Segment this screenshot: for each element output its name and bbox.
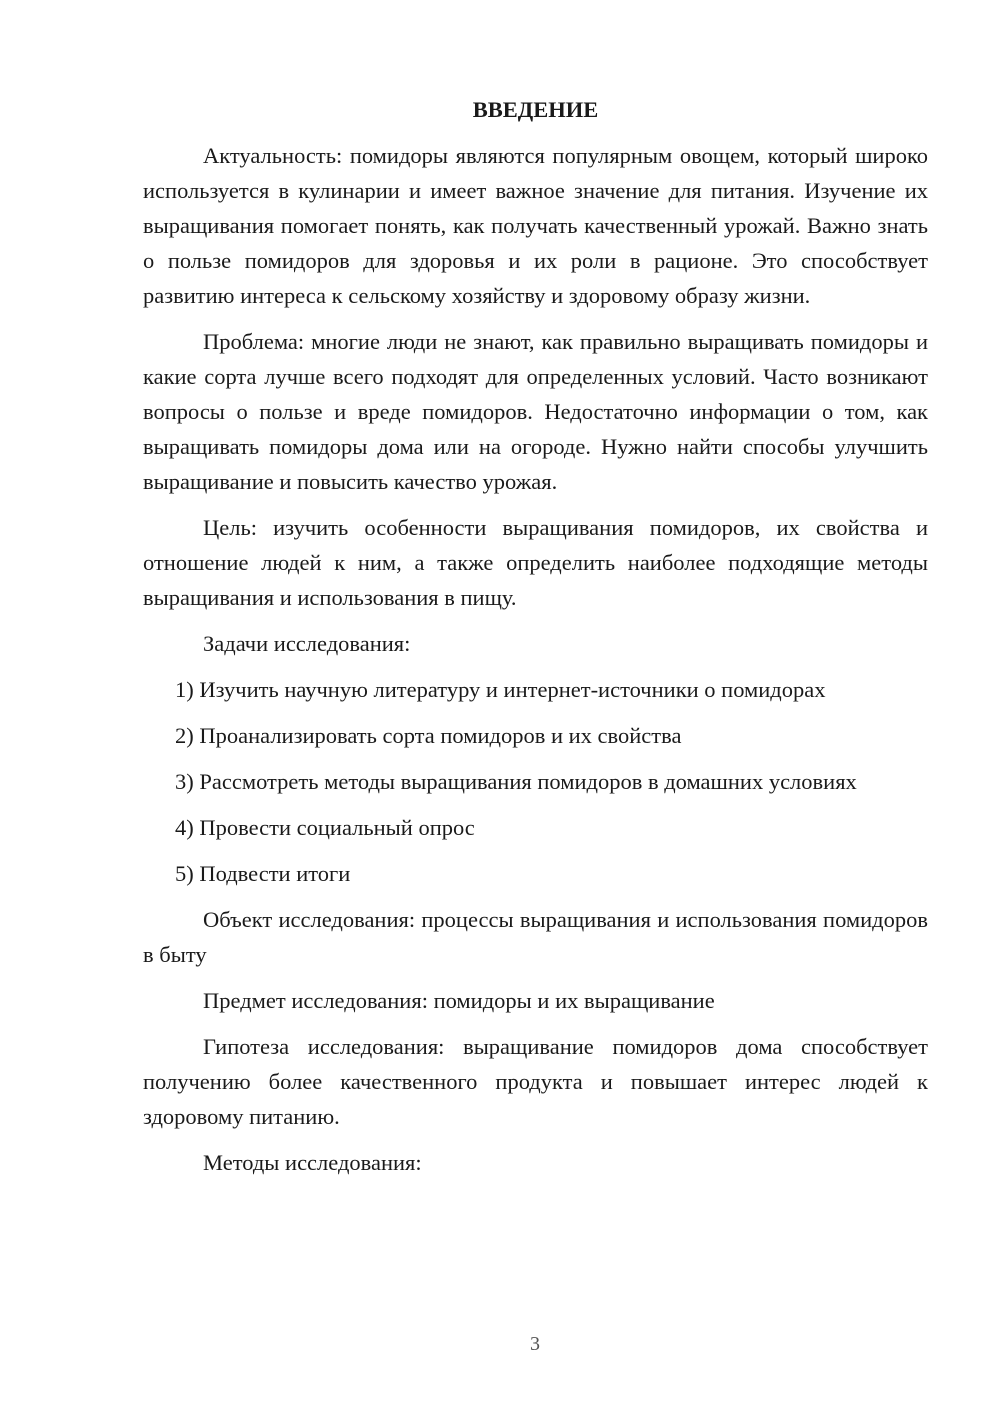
task-item-5: 5) Подвести итоги <box>175 861 351 886</box>
task-item-2: 2) Проанализировать сорта помидоров и их свойства <box>175 723 682 748</box>
page-number: 3 <box>530 1333 540 1355</box>
paragraph-tasks-heading: Задачи исследования: <box>203 631 411 656</box>
paragraph-goal: Цель: изучить особенности выращивания помидоров, их свойства и отношение людей к ним, а также определить наиболее подходящие методы выращивания и использования в пищу. <box>143 515 928 610</box>
paragraph-hypothesis: Гипотеза исследования: выращивание помидоров дома способствует получению более качественного продукта и повышает интерес людей к здоровому питанию. <box>143 1034 928 1129</box>
paragraph-problem: Проблема: многие люди не знают, как правильно выращивать помидоры и какие сорта лучше всего подходят для определенных условий. Часто возникают вопросы о пользе и вреде помидоров. Недостаточно информации о том, как выращивать помидоры дома или на огороде. Нужно найти способы улучшить выращивание и повысить качество урожая. <box>143 329 928 494</box>
paragraph-methods: Методы исследования: <box>203 1150 422 1175</box>
task-item-3: 3) Рассмотреть методы выращивания помидоров в домашних условиях <box>175 769 857 794</box>
document-heading: ВВЕДЕНИЕ <box>472 97 599 122</box>
paragraph-relevance: Актуальность: помидоры являются популярным овощем, который широко используется в кулинарии и имеет важное значение для питания. Изучение их выращивания помогает понять, как получать качественный урожай. Важно знать о пользе помидоров для здоровья и их роли в рационе. Это способствует развитию интереса к сельскому хозяйству и здоровому образу жизни. <box>143 143 928 308</box>
paragraph-object: Объект исследования: процессы выращивания и использования помидоров в быту <box>143 907 928 967</box>
task-item-1: 1) Изучить научную литературу и интернет-источники о помидорах <box>175 677 826 702</box>
paragraph-subject: Предмет исследования: помидоры и их выращивание <box>203 988 715 1013</box>
task-item-4: 4) Провести социальный опрос <box>175 815 475 840</box>
document-page <box>143 92 928 1191</box>
